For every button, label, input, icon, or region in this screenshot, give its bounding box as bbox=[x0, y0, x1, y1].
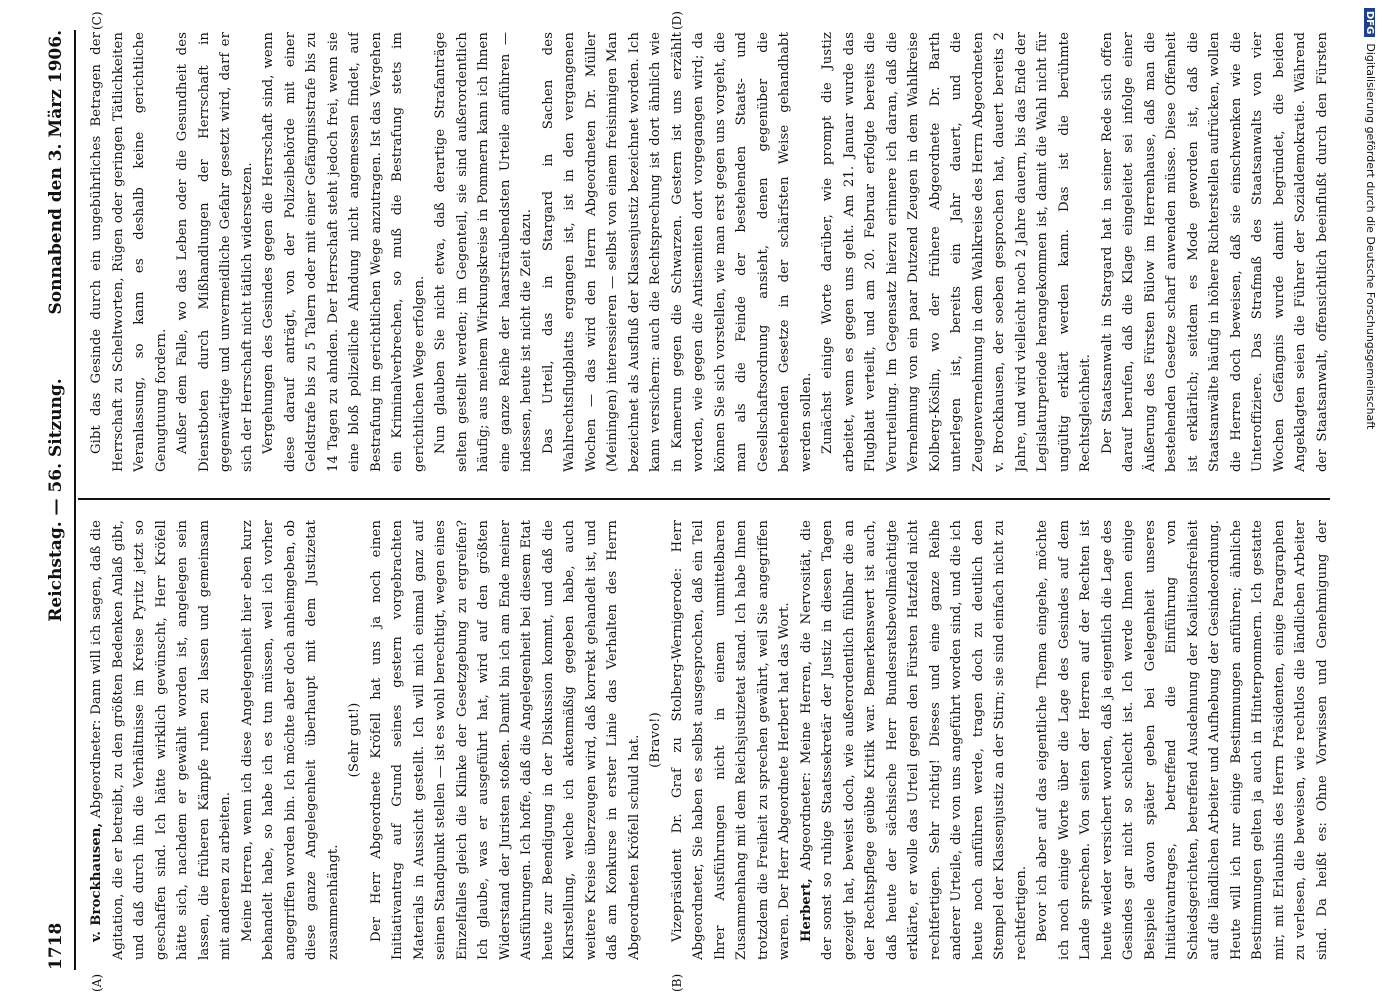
paragraph bbox=[796, 520, 1033, 960]
credit-text: Digitalisierung gefördert durch die Deutsche Forschungsgemeinschaft bbox=[1364, 43, 1377, 430]
paragraph-text: Abgeordneter: Meine Herren, die Nervosität, die der sonst so ruhige Staatssekretär der Justiz in diesen Tagen gezeigt hat, beweist doch, wie außerordentlich fühlbar die an der Rechtspflege geübte Kritik war. Bemerkenswert ist auch, daß heute der sächsische Herr Bundesratsbevollmächtigte erklärte, er wolle das Urteil gegen den Fürsten Hatzfeld nicht rechtfertigen. Sehr richtig! Dieses und eine ganze Reihe anderer Urteile, die von uns angeführt worden sind, und die ich heute noch anführen werde, tragen doch zu deutlich den Stempel der Klassenjustiz an der Stirn; sie sind einfach nicht zu rechtfertigen. bbox=[798, 520, 1029, 960]
paragraph bbox=[86, 520, 237, 960]
paragraph: Meine Herren, wenn ich diese Angelegenheit hier eben kurz behandelt habe, so habe ich es tun müssen, weil ich vorher angegriffen worden bin. Ich möchte aber doch anheimgeben, ob diese ganze Angelegenheit überhaupt mit dem Justizetat zusammenhängt. bbox=[239, 520, 341, 960]
reaction: (Bravo!) bbox=[648, 712, 663, 768]
paragraph: Bevor ich aber auf das eigentliche Thema eingehe, möchte ich noch einige Worte über die Lage des Gesindes auf dem Lande sprechen. Von seiten der Herren auf der Rechten ist heute wieder versichert worden, daß ja eigentlich die Lage des Gesindes gar nicht so schlecht ist. Ich werde Ihnen einige Beispiele davon später geben bei Gelegenheit unseres Initiativantrages, betreffend die Einführung von Schiedsgerichten, betreffend Ausdehnung der Koalitionsfreiheit auf die ländlichen Arbeiter und Aufhebung der Gesindeordnung. Heute will ich nur einige Bestimmungen anführen; ähnliche Bestimmungen gelten ja auch in Hinterpommern. Ich gestatte mir, mit Erlaubnis des Herrn Präsidenten, einige Paragraphen zu verlesen, die beweisen, wie rechtlos die ländlichen Arbeiter sind. Da heißt es: Ohne Vorwissen und Genehmigung der bbox=[1035, 520, 1330, 960]
paragraph: Vergehungen des Gesindes gegen die Herrschaft sind, wenn diese darauf anträgt, von der Polizeibehörde mit einer Geldstrafe bis zu 5 Talern oder mit einer Gefängnisstrafe bis zu 14 Tagen zu ahnden. Der Herrschaft steht jedoch frei, wenn sie eine bloß polizeiliche Ahndung nicht angemessen findet, auf Bestrafung im gerichtlichen Wege anzutragen. Ist das Vergehen ein Kriminalverbrechen, so muß die Bestrafung stets im gerichtlichen Wege erfolgen. bbox=[261, 32, 427, 472]
right-column bbox=[86, 32, 1330, 472]
funding-credit bbox=[1364, 8, 1377, 429]
margin-letter-d: (D) bbox=[670, 11, 684, 30]
session-date: Sonnabend den 3. März 1906. bbox=[46, 30, 66, 315]
paragraph: Gibt das Gesinde durch ein ungebührliches Betragen der Herrschaft zu Scheltworten, Rügen oder geringen Tätlichkeiten Veranlassung, so kann es deshalb keine gerichtliche Genugtuung fordern. bbox=[89, 32, 169, 472]
dfg-logo-icon: DFG bbox=[1364, 8, 1375, 37]
paragraph: Nun glauben Sie nicht etwa, daß derartige Strafanträge selten gestellt werden; im Gegenteil, sie sind außerordentlich häufig; aus meinem Wirkungskreise in Pommern kann ich Ihnen eine ganze Reihe der haarsträubendsten Urteile anführen — indessen, heute ist nicht die Zeit dazu. bbox=[433, 32, 534, 472]
page-header bbox=[40, 30, 72, 970]
page-number: 1718 bbox=[46, 922, 66, 970]
column-divider bbox=[78, 499, 1330, 501]
header-rule bbox=[74, 30, 76, 970]
rotated-page bbox=[30, 0, 1350, 1000]
left-column bbox=[86, 520, 1330, 960]
paragraph: Der Herr Abgeordnete Kröfell hat uns ja noch einen Initiativantrag auf Grund seines gestern vorgebrachten Materials in Aussicht gestellt. Ich will mich einmal ganz auf seinen Standpunkt stellen — ist es wohl berechtigt, wegen eines Einzelfalles gleich die Klinke der Gesetzgebung zu ergreifen? Ich glaube, was er ausgeführt hat, wird auf den größten Widerstand der Juristen stoßen. Damit bin ich am Ende meiner Ausführungen. Ich hoffe, daß die Angelegenheit bei diesem Etat heute zur Beendigung in der Diskussion kommt, und daß die Klarstellung, welche ich aktenmäßig gegeben habe, auch weitere Kreise überzeugen wird, daß korrekt gehandelt ist, und daß am Konkurse in erster Linie das Verhalten des Herrn Abgeordneten Kröfell schuld hat. bbox=[368, 520, 642, 960]
paragraph: Der Staatsanwalt in Stargard hat in seiner Rede sich offen darauf berufen, daß die Klage eingeleitet sei infolge einer Äußerung des Fürsten Bülow im Herrenhause, daß man die bestehenden Gesetze scharf anwenden müsse. Diese Offenheit ist erklärlich; seitdem es Mode geworden ist, daß die Staatsanwälte häufig in höhere Richterstellen aufrücken, wollen die Herren doch beweisen, daß sie einschwenken wie die Unteroffiziere. Das Strafmaß des Staatsanwalts von vier Wochen Gefängnis wurde damit begründet, die beiden Angeklagten seien die Führer der Sozialdemokratie. Während der Staatsanwalt, offensichtlich beeinflußt durch den Fürsten bbox=[1099, 32, 1330, 472]
paragraph: Außer dem Falle, wo das Leben oder die Gesundheit des Dienstboten durch Mißhandlungen der Herrschaft in gegenwärtige und unvermeidliche Gefahr gesetzt wird, darf er sich der Herrschaft nicht tätlich widersetzen. bbox=[175, 32, 255, 472]
margin-letter-b: (B) bbox=[670, 973, 684, 992]
page-title: Reichstag. — 56. Sitzung. bbox=[46, 378, 66, 622]
reaction: (Sehr gut!) bbox=[347, 702, 362, 778]
margin-letter-c: (C) bbox=[90, 11, 104, 30]
paragraph: Zunächst einige Worte darüber, wie prompt die Justiz arbeitet, wenn es gegen uns geht. Am 21. Januar wurde das Flugblatt verteilt, und am 20. Februar erfolgte bereits die Verurteilung. Im Gegensatz hierzu erinnere ich daran, daß die Vernehmung von ein paar Dutzend Zeugen in dem Wahlkreise Kolberg-Köslin, wo der frühere Abgeordnete Dr. Barth unterlegen ist, bereits ein Jahr dauert, und die Zeugenvernehmung in dem Wahlkreise des Herrn Abgeordneten v. Brockhausen, der soeben gesprochen hat, dauert bereits 2 Jahre, und wird vielleicht noch 2 Jahre dauern, bis das Ende der Legislaturperiode herangekommen ist, damit die Wahl nicht für ungültig erklärt werden kann. Das ist die berühmte Rechtsgleichheit. bbox=[820, 32, 1093, 472]
speaker-name: v. Brockhausen, bbox=[89, 822, 104, 942]
margin-letter-a: (A) bbox=[90, 973, 104, 992]
paragraph: Das Urteil, das in Stargard in Sachen des Wahlrechtsflugblatts ergangen ist, ist in den vergangenen Wochen — das wird den Herrn Abgeordneten Dr. Müller (Meiningen) interessieren — selbst von einem freisinnigen Man bezeichnet als Ausfluß der Klassenjustiz bezeichnet worden. Ich kann versichern: auch die Rechtsprechung ist dort ähnlich wie in Kamerun gegen die Schwarzen. Gestern ist uns erzählt worden, wie gegen die Antisemiten dort vorgegangen wird; da können Sie sich vorstellen, wie man erst gegen uns vorgeht, die man als die Feinde der bestehenden Staats- und Gesellschaftsordnung ansieht, denen gegenüber die bestehenden Gesetze in der schärfsten Weise gehandhabt werden sollen. bbox=[540, 32, 814, 472]
speaker-name: Herbert, bbox=[798, 878, 814, 942]
paragraph: Vizepräsident Dr. Graf zu Stolberg-Wernigerode: Herr Abgeordneter, Sie haben es selbst ausgesprochen, daß ein Teil Ihrer Ausführungen nicht in einem unmittelbaren Zusammenhang mit dem Reichsjustizetat stand. Ich habe Ihnen trotzdem die Freiheit zu sprechen gewährt, weil Sie angegriffen waren. Der Herr Abgeordnete Herbert hat das Wort. bbox=[669, 520, 792, 960]
paragraph-text: Abgeordneter: Dann will ich sagen, daß die Agitation, die er betreibt, zu den größten Bedenken Anlaß gibt, und daß durch ihn die Verhältnisse im Kreise Pyritz jetzt so geschaffen sind. Ich hätte wirklich gewünscht, Herr Kröfell hätte sich, nachdem er gewählt worden ist, angelegen sein lassen, die früheren Kämpfe ruhen zu lassen und gemeinsam mit anderen zu arbeiten. bbox=[89, 520, 233, 960]
